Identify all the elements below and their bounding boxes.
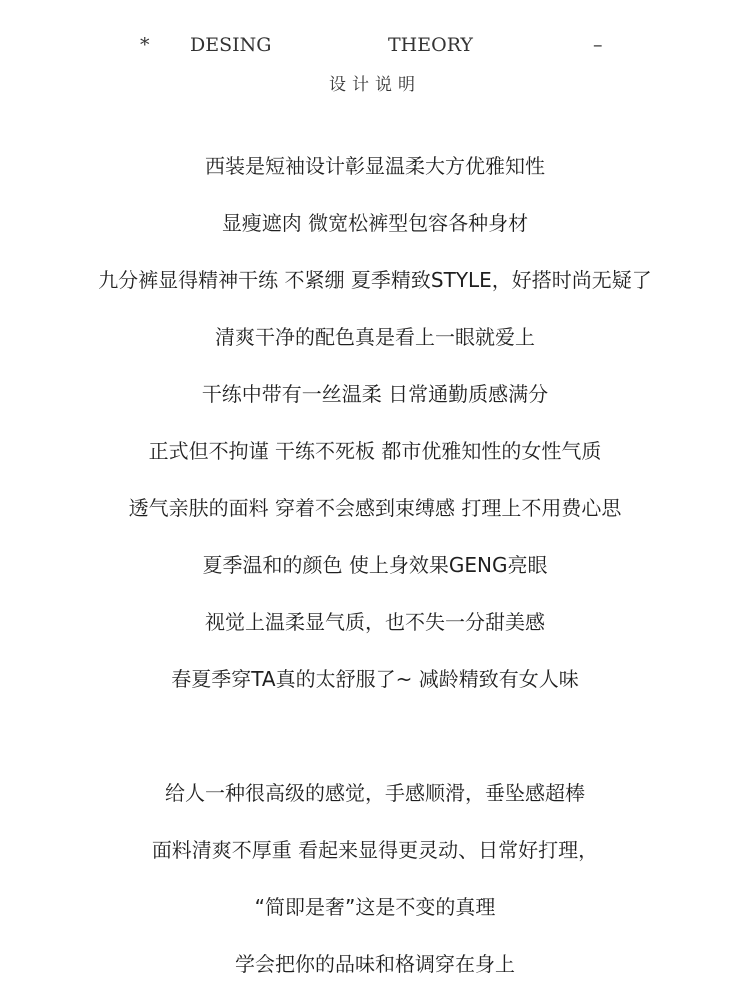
design-theory-header: [0, 32, 750, 62]
text-line: 透气亲肤的面料 穿着不会感到束缚感 打理上不用费心思: [128, 496, 622, 520]
text-line: 显瘦遮肉 微宽松裤型包容各种身材: [221, 211, 529, 235]
header-dash: –: [593, 34, 603, 56]
text-line: 面料清爽不厚重 看起来显得更灵动、日常好打理，: [151, 838, 599, 862]
header-star: *: [140, 34, 150, 56]
text-line: 夏季温和的颜色 使上身效果GENG亮眼: [202, 553, 548, 577]
text-line: 九分裤显得精神干练 不紧绷 夏季精致STYLE，好搭时尚无疑了: [98, 268, 652, 292]
text-line: 干练中带有一丝温柔 日常通勤质感满分: [201, 382, 549, 406]
text-line: 给人一种很高级的感觉，手感顺滑，垂坠感超棒: [165, 781, 585, 805]
header-word-theory: THEORY: [388, 34, 473, 56]
page-subtitle: 设计说明: [329, 75, 421, 95]
text-line: 正式但不拘谨 干练不死板 都市优雅知性的女性气质: [148, 439, 602, 463]
text-line: 视觉上温柔显气质，也不失一分甜美感: [205, 610, 545, 634]
text-line: 西装是短袖设计彰显温柔大方优雅知性: [205, 154, 545, 178]
text-line: “简即是奢”这是不变的真理: [254, 895, 496, 919]
header-word-desing: DESING: [190, 34, 272, 56]
text-line: 清爽干净的配色真是看上一眼就爱上: [215, 325, 535, 349]
text-line: 学会把你的品味和格调穿在身上: [235, 952, 515, 976]
text-line: 春夏季穿TA真的太舒服了~ 减龄精致有女人味: [171, 667, 579, 691]
